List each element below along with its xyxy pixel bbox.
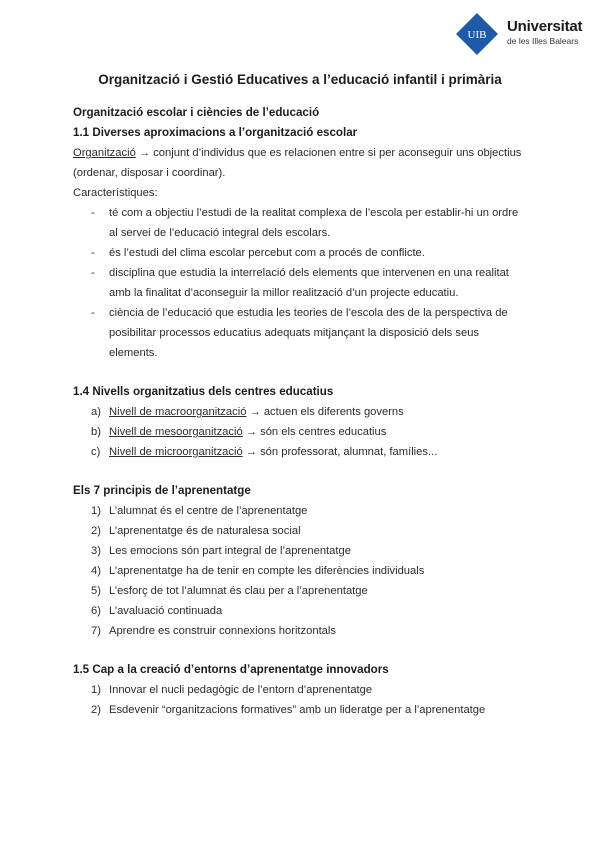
list-marker: 3): [91, 545, 101, 557]
section3-heading: Els 7 principis de l’aprenentatge: [73, 484, 251, 497]
list-marker: 6): [91, 605, 101, 617]
section4-heading: 1.5 Cap a la creació d’entorns d’aprenentatge innovadors: [73, 663, 389, 676]
list-item: [73, 601, 523, 621]
list-marker: 5): [91, 585, 101, 597]
list-item: [73, 521, 523, 541]
innovation-text: Innovar el nucli pedagògic de l’entorn d’aprenentatge: [109, 684, 373, 696]
principle-text: L’esforç de tot l’alumnat és clau per a l’aprenentatge: [109, 585, 368, 597]
level-text: → són professorat, alumnat, famílies...: [242, 446, 438, 458]
principle-text: L’alumnat és el centre de l’aprenentatge: [109, 505, 308, 517]
list-marker: 7): [91, 625, 101, 637]
list-item: [73, 561, 523, 581]
level-text: → actuen els diferents governs: [246, 406, 404, 418]
list-item: [73, 680, 523, 700]
principle-text: L’aprenentatge ha de tenir en compte les diferències individuals: [109, 565, 425, 577]
list-item: - ciència de l’educació que estudia les teories de l’escola des de la perspectiva de posibilitar processos educatius adequats mitjançant la disposició dels seus elements.: [73, 303, 523, 363]
list-marker: c): [91, 446, 101, 458]
document-body: [73, 103, 523, 720]
characteristics-list: [73, 203, 523, 363]
list-item: - és l’estudi del clima escolar percebut com a procés de conflicte.: [73, 243, 523, 263]
logo-subtitle: de les Illes Balears: [507, 36, 579, 46]
list-marker: 1): [91, 505, 101, 517]
list-marker: 4): [91, 565, 101, 577]
list-item: [73, 501, 523, 521]
innovation-list: [73, 680, 523, 720]
section2-heading: 1.4 Nivells organitzatius dels centres educatius: [73, 385, 334, 398]
principles-list: [73, 501, 523, 641]
university-logo: [455, 12, 587, 56]
definition-term: Organització: [73, 147, 136, 159]
principle-text: Aprendre es construir connexions horitzontals: [109, 625, 336, 637]
principle-text: L’avaluació continuada: [109, 605, 223, 617]
innovation-text: Esdevenir “organitzacions formatives” amb un lideratge per a l’aprenentatge: [109, 704, 486, 716]
list-item: [73, 402, 523, 422]
document-title: Organització i Gestió Educatives a l’educació infantil i primària: [98, 72, 502, 87]
principle-text: Les emocions són part integral de l’aprenentatge: [109, 545, 351, 557]
list-marker: 2): [91, 525, 101, 537]
list-item: [73, 442, 523, 462]
level-term: Nivell de mesoorganització: [109, 426, 243, 438]
definition-text: → conjunt d’individus que es relacionen entre si per aconseguir uns objectius (ordenar, disposar i coordinar).: [73, 147, 522, 179]
principle-text: L’aprenentatge és de naturalesa social: [109, 525, 301, 537]
list-item: [73, 621, 523, 641]
list-marker: a): [91, 406, 101, 418]
level-term: Nivell de macroorganització: [109, 406, 247, 418]
list-marker: b): [91, 426, 101, 438]
list-item: [73, 581, 523, 601]
level-text: → són els centres educatius: [242, 426, 387, 438]
list-item: - disciplina que estudia la interrelació dels elements que intervenen en una realitat amb la finalitat d’aconseguir la millor realització d’un projecte educatiu.: [73, 263, 523, 303]
logo-mark-text: UIB: [467, 29, 487, 41]
list-item: [73, 541, 523, 561]
list-marker: 1): [91, 684, 101, 696]
list-item: - té com a objectiu l’estudi de la realitat complexa de l’escola per establir-hi un ordre al servei de l’educació integral dels escolars.: [73, 203, 523, 243]
levels-list: [73, 402, 523, 462]
definition-paragraph: [73, 143, 523, 183]
section1-heading: Organització escolar i ciències de l’educació: [73, 106, 320, 119]
list-item: [73, 700, 523, 720]
level-term: Nivell de microorganització: [109, 446, 243, 458]
list-item: [73, 422, 523, 442]
list-marker: 2): [91, 704, 101, 716]
section1-subheading: 1.1 Diverses aproximacions a l’organització escolar: [73, 126, 358, 139]
logo-name: Universitat: [507, 18, 583, 35]
characteristics-label: Característiques:: [73, 187, 158, 199]
uib-logo-icon: [455, 12, 499, 56]
